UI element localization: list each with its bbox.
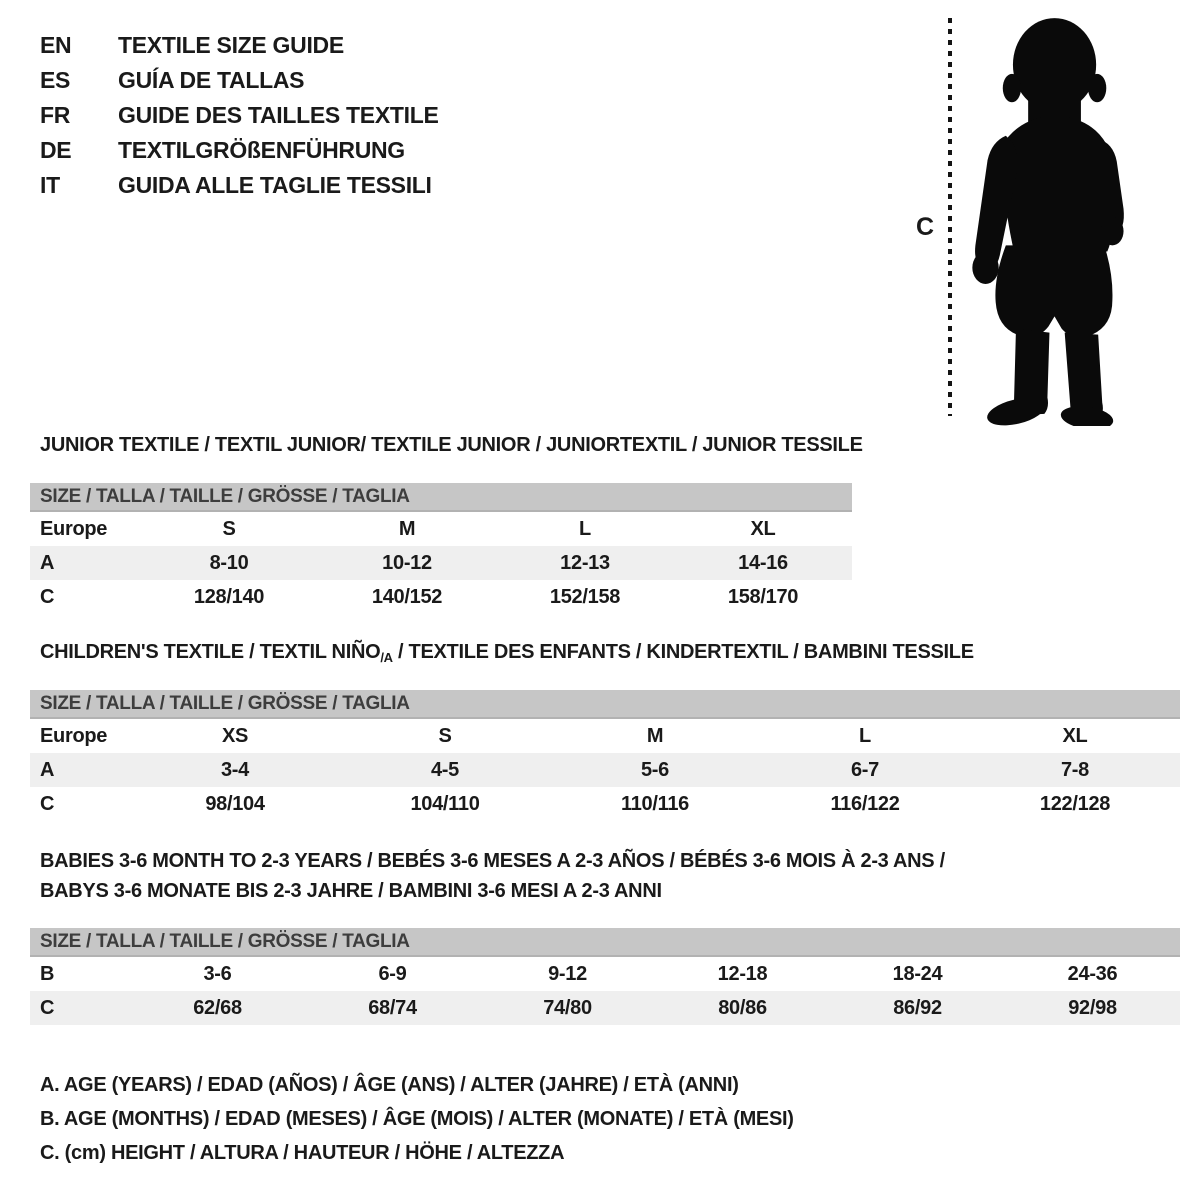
table-cell: 110/116 (621, 792, 689, 815)
table-cell: M (646, 724, 664, 747)
row-label: C (40, 996, 55, 1019)
table-row (30, 580, 852, 614)
children-section-title (40, 641, 974, 665)
legend-line-a: A. AGE (YEARS) / EDAD (AÑOS) / ÂGE (ANS) / ALTER (JAHRE) / ETÀ (ANNI) (40, 1074, 739, 1096)
children-title-subscript: /A (380, 650, 393, 665)
babies-section-title (40, 846, 945, 906)
table-cell: 6-7 (850, 758, 879, 781)
lang-code-es: ES (40, 67, 71, 93)
table-cell: 12-18 (717, 962, 768, 985)
table-cell: 8-10 (209, 551, 249, 574)
lang-title-it: GUIDA ALLE TAGLIE TESSILI (118, 172, 432, 198)
table-cell: 14-16 (738, 551, 788, 574)
table-cell: 12-13 (560, 551, 610, 574)
junior-size-table (30, 483, 852, 614)
table-cell: 62/68 (193, 996, 242, 1019)
lang-code-en: EN (40, 32, 72, 58)
row-label: B (40, 962, 55, 985)
table-cell: 10-12 (382, 551, 432, 574)
table-cell: 3-6 (203, 962, 232, 985)
table-cell: S (438, 724, 452, 747)
table-row (30, 512, 852, 546)
table-row (30, 957, 1180, 991)
lang-code-it: IT (40, 172, 60, 198)
table-cell: 98/104 (205, 792, 265, 815)
table-row (30, 991, 1180, 1025)
table-cell: 104/110 (410, 792, 480, 815)
table-row (30, 546, 852, 580)
height-measure-dashed-line (948, 18, 952, 416)
measurement-legend (40, 1068, 794, 1170)
table-cell: 140/152 (371, 585, 443, 608)
lang-code-fr: FR (40, 102, 71, 128)
table-cell: 152/158 (549, 585, 621, 608)
table-cell: 24-36 (1067, 962, 1118, 985)
babies-title-line2: BABYS 3-6 MONATE BIS 2-3 JAHRE / BAMBINI 3-6 MESI A 2-3 ANNI (40, 880, 662, 902)
table-cell: 5-6 (640, 758, 669, 781)
babies-size-table (30, 928, 1180, 1025)
table-cell: XL (1062, 724, 1088, 747)
table-cell: 3-4 (220, 758, 249, 781)
legend-line-b: B. AGE (MONTHS) / EDAD (MESES) / ÂGE (MOIS) / ALTER (MONATE) / ETÀ (MESI) (40, 1108, 794, 1130)
table-row (30, 753, 1180, 787)
table-cell: 4-5 (430, 758, 459, 781)
table-cell: XS (221, 724, 249, 747)
lang-title-en: TEXTILE SIZE GUIDE (118, 32, 344, 58)
table-cell: XL (750, 517, 776, 540)
height-measure-label: C (916, 213, 934, 241)
lang-code-de: DE (40, 137, 72, 163)
row-label: A (40, 551, 55, 574)
table-cell: 122/128 (1039, 792, 1111, 815)
table-cell: 7-8 (1060, 758, 1089, 781)
babies-size-header-bar: SIZE / TALLA / TAILLE / GRÖSSE / TAGLIA (30, 928, 1180, 957)
table-cell: 18-24 (892, 962, 943, 985)
baby-silhouette-icon (963, 12, 1141, 426)
table-row (30, 787, 1180, 821)
lang-title-de: TEXTILGRÖßENFÜHRUNG (118, 137, 405, 163)
table-cell: 158/170 (727, 585, 799, 608)
row-label: A (40, 758, 55, 781)
table-cell: 128/140 (193, 585, 265, 608)
children-size-header-bar: SIZE / TALLA / TAILLE / GRÖSSE / TAGLIA (30, 690, 1180, 719)
children-title-part: / TEXTILE DES ENFANTS / KINDERTEXTIL / BAMBINI TESSILE (392, 641, 974, 663)
table-row (30, 719, 1180, 753)
table-cell: 6-9 (378, 962, 407, 985)
babies-title-line1: BABIES 3-6 MONTH TO 2-3 YEARS / BEBÉS 3-6 MESES A 2-3 AÑOS / BÉBÉS 3-6 MOIS À 2-3 ANS / (40, 850, 945, 872)
children-size-table (30, 690, 1180, 821)
table-cell: L (859, 724, 871, 747)
table-cell: M (398, 517, 416, 540)
junior-section-title: JUNIOR TEXTILE / TEXTIL JUNIOR/ TEXTILE JUNIOR / JUNIORTEXTIL / JUNIOR TESSILE (40, 434, 863, 456)
table-cell: 9-12 (548, 962, 587, 985)
row-label: C (40, 792, 55, 815)
row-label: C (40, 585, 55, 608)
table-cell: 80/86 (718, 996, 767, 1019)
language-title-block (40, 28, 439, 203)
lang-title-es: GUÍA DE TALLAS (118, 67, 305, 93)
children-title-part: CHILDREN'S TEXTILE / TEXTIL NIÑO (40, 641, 381, 663)
table-cell: 68/74 (368, 996, 417, 1019)
table-cell: 116/122 (830, 792, 900, 815)
row-label: Europe (40, 724, 108, 747)
table-cell: S (222, 517, 236, 540)
row-label: Europe (40, 517, 108, 540)
table-cell: 92/98 (1068, 996, 1117, 1019)
lang-title-fr: GUIDE DES TAILLES TEXTILE (118, 102, 439, 128)
table-cell: 86/92 (893, 996, 942, 1019)
table-cell: L (579, 517, 591, 540)
table-cell: 74/80 (543, 996, 592, 1019)
junior-size-header-bar: SIZE / TALLA / TAILLE / GRÖSSE / TAGLIA (30, 483, 852, 512)
legend-line-c: C. (cm) HEIGHT / ALTURA / HAUTEUR / HÖHE / ALTEZZA (40, 1142, 565, 1164)
